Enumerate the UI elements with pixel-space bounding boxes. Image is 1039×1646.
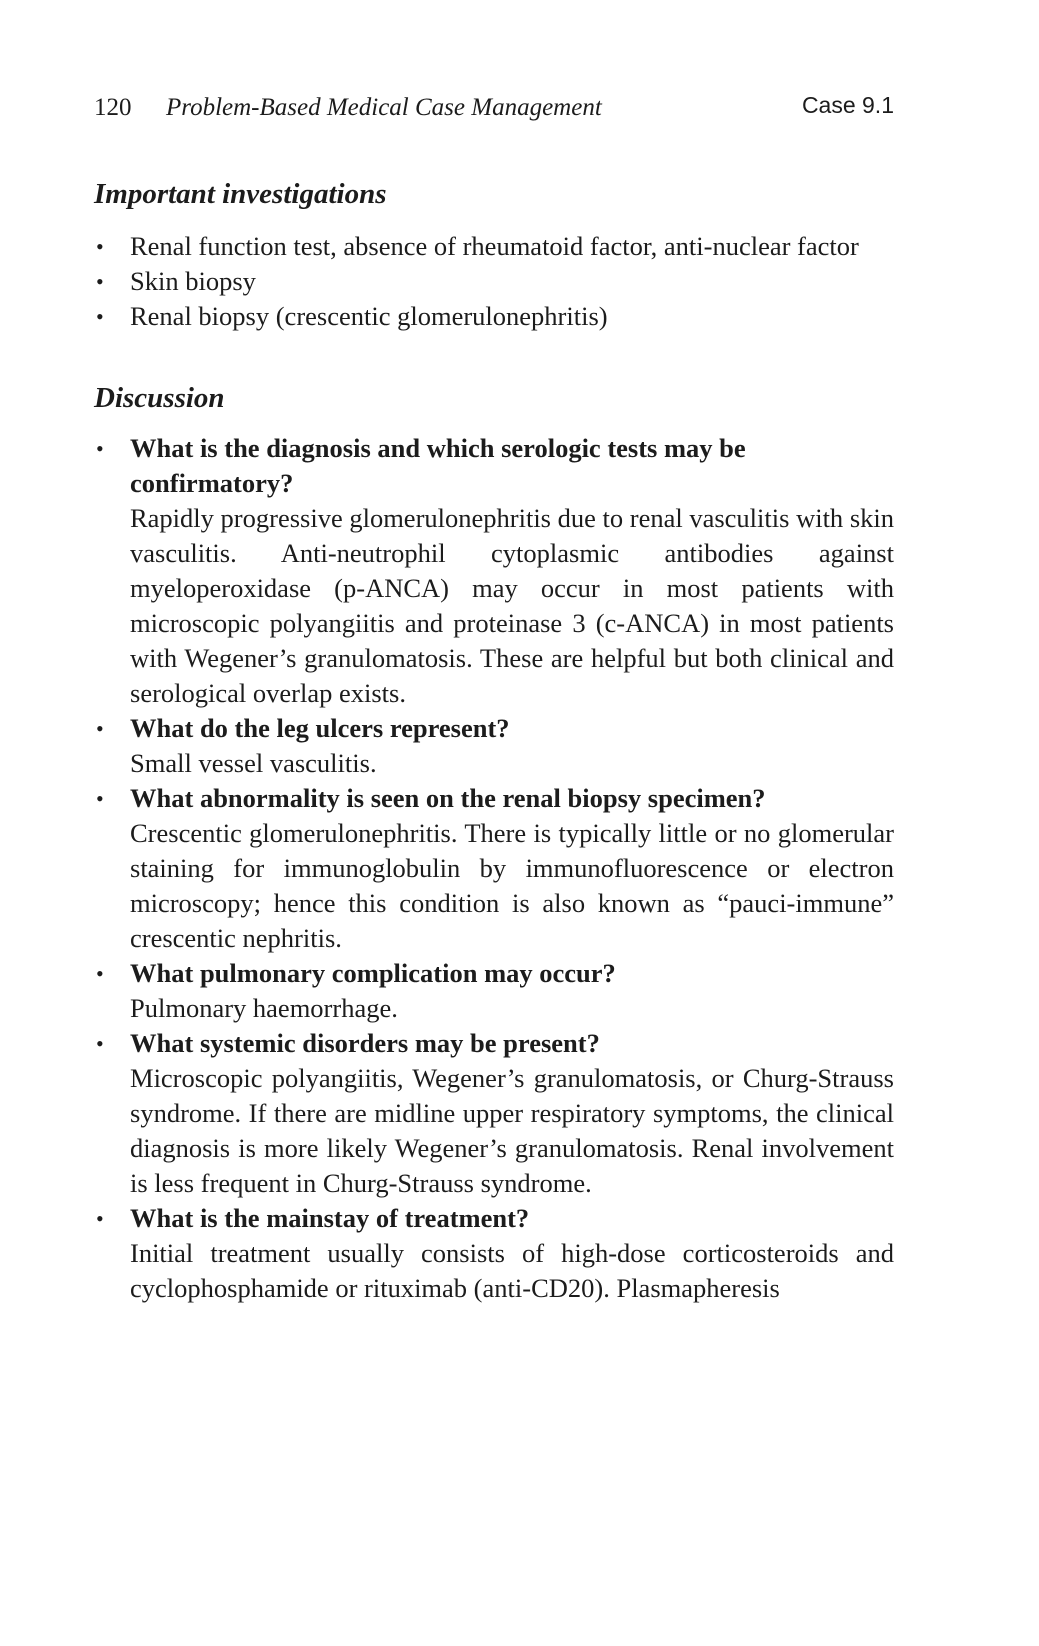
- book-page: [94, 86, 894, 1306]
- answer-text: Pulmonary haemorrhage.: [130, 993, 398, 1023]
- discussion-item: [94, 956, 894, 1026]
- running-header: [94, 86, 894, 126]
- answer-text: Microscopic polyangiitis, Wegener’s granulomatosis, or Churg-Strauss syndrome. If there are midline upper respiratory symptoms, the clinical diagnosis is more likely Wegener’s granulomatosis. Renal involvement is less frequent in Churg-Strauss syndrome.: [130, 1063, 894, 1198]
- list-item: • Renal function test, absence of rheumatoid factor, anti-nuclear factor: [94, 229, 894, 264]
- answer-text: Initial treatment usually consists of high-dose corticosteroids and cyclophosphamide or rituximab (anti-CD20). Plasmapheresis: [130, 1238, 894, 1303]
- discussion-heading: Discussion: [94, 382, 225, 414]
- discussion-list: [94, 431, 894, 1306]
- investigations-heading: Important investigations: [94, 178, 387, 210]
- list-item: • Skin biopsy: [94, 264, 894, 299]
- answer-text: Small vessel vasculitis.: [130, 748, 377, 778]
- page-number: 120: [94, 94, 132, 121]
- discussion-item: [94, 711, 894, 781]
- answer-text: Rapidly progressive glomerulonephritis due to renal vasculitis with skin vasculitis. Anti-neutrophil cytoplasmic antibodies against myeloperoxidase (p-ANCA) may occur in most patients with microscopic polyangiitis and proteinase 3 (c-ANCA) in most patients with Wegener’s granulomatosis. These are helpful but both clinical and serological overlap exists.: [130, 503, 894, 708]
- investigations-list: [94, 229, 894, 334]
- discussion-item: [94, 1026, 894, 1201]
- question-text: • What is the diagnosis and which serologic tests may be confirmatory?: [130, 433, 746, 498]
- book-title: Problem-Based Medical Case Management: [166, 94, 602, 121]
- question-text: • What do the leg ulcers represent?: [130, 713, 510, 743]
- question-text: • What pulmonary complication may occur?: [130, 958, 616, 988]
- discussion-item: [94, 431, 894, 711]
- discussion-item: [94, 1201, 894, 1306]
- discussion-item: [94, 781, 894, 956]
- answer-text: Crescentic glomerulonephritis. There is typically little or no glomerular staining for immunoglobulin by immunofluorescence or electron microscopy; hence this condition is also known as “pauci-immune” crescentic nephritis.: [130, 818, 894, 953]
- case-label: Case 9.1: [801, 92, 894, 118]
- question-text: • What abnormality is seen on the renal biopsy specimen?: [130, 783, 766, 813]
- list-item: • Renal biopsy (crescentic glomerulonephritis): [94, 299, 894, 334]
- question-text: • What is the mainstay of treatment?: [130, 1203, 530, 1233]
- question-text: • What systemic disorders may be present?: [130, 1028, 600, 1058]
